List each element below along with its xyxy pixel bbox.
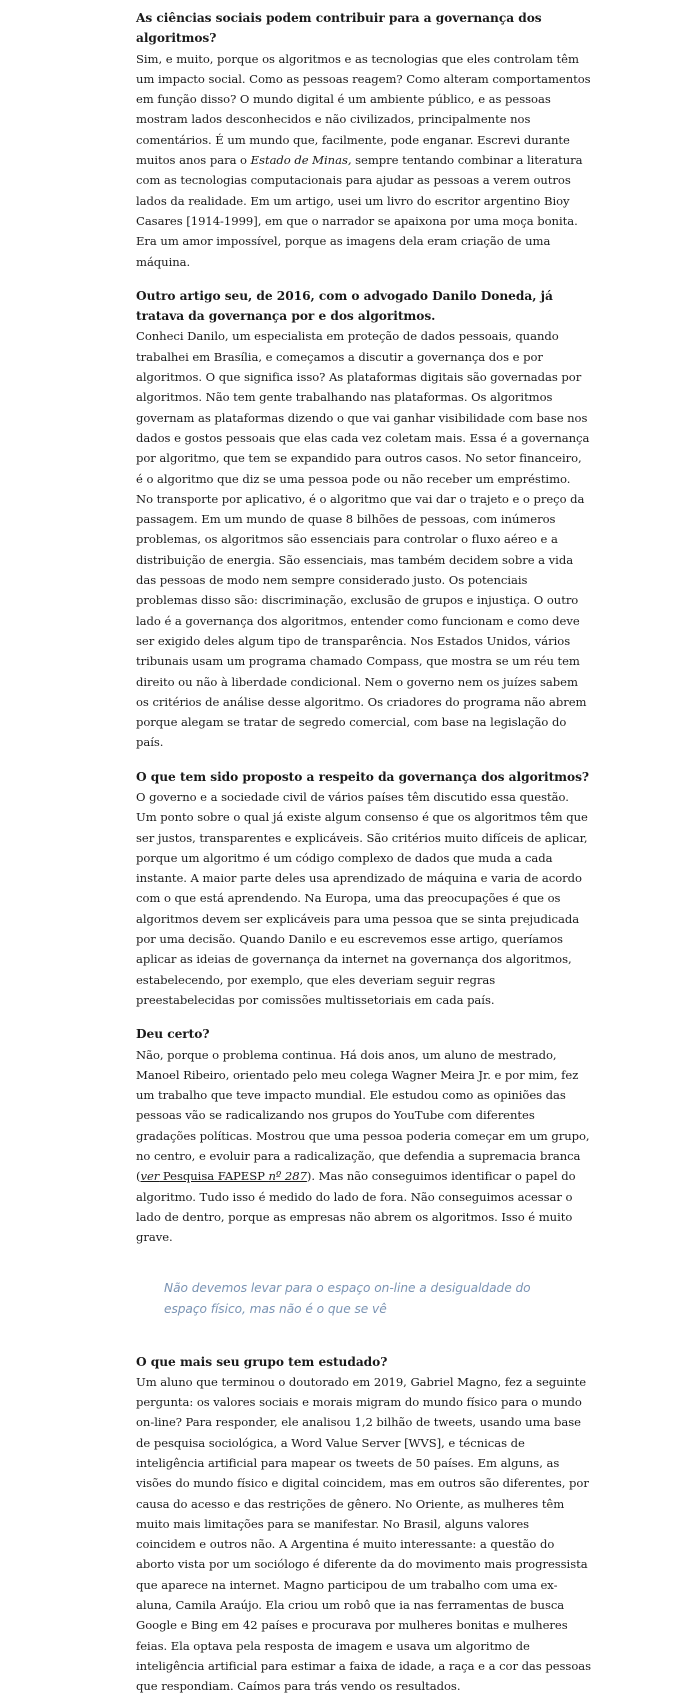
answer-text: sempre tentando combinar a literatura com as tecnologias computacionais para ajudar as pessoas a verem outros lados da realidade. Em um artigo, usei um livro do escritor argentino Bioy Casares [1914-1999], em que o narrador se apaixona por uma moça bonita. Era um amor impossível, porque as imagens dela eram criação de uma máquina. (136, 153, 583, 269)
link-magazine: Pesquisa FAPESP (159, 1169, 269, 1184)
interview-question: O que tem sido proposto a respeito da governança dos algoritmos? (136, 769, 590, 784)
qa-section (136, 286, 591, 753)
qa-section (136, 767, 591, 1011)
newspaper-title: Estado de Minas, (250, 153, 352, 168)
interview-answer: Conheci Danilo, um especialista em proteção de dados pessoais, quando trabalhei em Brasília, e começamos a discutir a governança dos e por algoritmos. O que significa isso? As plataformas digitais são governadas por algoritmos. Não tem gente trabalhando nas plataformas. Os algoritmos governam as plataformas dizendo o que vai ganhar visibilidade com base nos dados e gostos pessoais que elas cada vez coletam mais. Essa é a governança por algoritmo, que tem se expandido para outros casos. No setor financeiro, é o algoritmo que diz se uma pessoa pode ou não receber um empréstimo. No transporte por aplicativo, é o algoritmo que vai dar o trajeto e o preço da passagem. Em um mundo de quase 8 bilhões de pessoas, com inúmeros problemas, os algoritmos são essenciais para controlar o fluxo aéreo e a distribuição de energia. São essenciais, mas também decidem sobre a vida das pessoas de modo nem sempre considerado justo. Os potenciais problemas disso são: discriminação, exclusão de grupos e injustiça. O outro lado é a governança dos algoritmos, entender como funcionam e como deve ser exigido deles algum tipo de transparência. Nos Estados Unidos, vários tribunais usam um programa chamado Compass, que mostra se um réu tem direito ou não à liberdade condicional. Nem o governo nem os juízes sabem os critérios de análise desse algoritmo. Os criadores do programa não abrem porque alegam se tratar de segredo comercial, com base na legislação do país. (136, 329, 590, 750)
qa-section (136, 8, 591, 272)
qa-section (136, 1024, 591, 1247)
pesquisa-fapesp-link[interactable] (140, 1169, 306, 1183)
qa-section (136, 1352, 591, 1697)
interview-answer (136, 49, 591, 272)
answer-text: ). Mas não conseguimos identificar o papel do algoritmo. Tudo isso é medido do lado de fora. Não conseguimos acessar o lado de dentro, porque as empresas não abrem os algoritmos. Isso é muito grave. (136, 1169, 576, 1245)
link-ver: ver (140, 1169, 160, 1184)
interview-question: As ciências sociais podem contribuir para a governança dos algoritmos? (136, 11, 542, 46)
article-body (136, 8, 591, 1697)
interview-question: O que mais seu grupo tem estudado? (136, 1354, 388, 1369)
answer-text: Não, porque o problema continua. Há dois anos, um aluno de mestrado, Manoel Ribeiro, orientado pelo meu colega Wagner Meira Jr. e por mim, fez um trabalho que teve impacto mundial. Ele estudou como as opiniões das pessoas vão se radicalizando nos grupos do YouTube com diferentes gradações políticas. Mostrou que uma pessoa poderia começar em um grupo, no centro, e evoluir para a radicalização, que defendia a supremacia branca ( (136, 1047, 590, 1184)
interview-answer: Um aluno que terminou o doutorado em 2019, Gabriel Magno, fez a seguinte pergunta: os valores sociais e morais migram do mundo físico para o mundo on-line? Para responder, ele analisou 1,2 bilhão de tweets, usando uma base de pesquisa sociológica, a Word Value Server [WVS], e técnicas de inteligência artificial para mapear os tweets de 50 países. Em alguns, as visões do mundo físico e digital coincidem, mas em outros são diferentes, por causa do acesso e das restrições de gênero. No Oriente, as mulheres têm muito mais limitações para se manifestar. No Brasil, alguns valores coincidem e outros não. A Argentina é muito interessante: a questão do aborto vista por um sociólogo é diferente da do movimento mais progressista que aparece na internet. Magno participou de um trabalho com uma ex-aluna, Camila Araújo. Ela criou um robô que ia nas ferramentas de busca Google e Bing em 42 países e procurava por mulheres bonitas e mulheres feias. Ela optava pela resposta de imagem e usava um algoritmo de inteligência artificial para estimar a faixa de idade, a raça e a cor das pessoas que respondiam. Caímos para trás vendo os resultados. (136, 1374, 592, 1694)
interview-question: Deu certo? (136, 1027, 210, 1042)
interview-question: Outro artigo seu, de 2016, com o advogado Danilo Doneda, já tratava da governança por e dos algoritmos. (136, 288, 553, 324)
link-issue: nº 287 (268, 1169, 307, 1184)
interview-answer (136, 1045, 591, 1248)
pull-quote: Não devemos levar para o espaço on-line a desigualdade do espaço físico, mas não é o que se vê (164, 1280, 531, 1316)
interview-answer: O governo e a sociedade civil de vários países têm discutido essa questão. Um ponto sobre o qual já existe algum consenso é que os algoritmos têm que ser justos, transparentes e explicáveis. São critérios muito difíceis de aplicar, porque um algoritmo é um código complexo de dados que muda a cada instante. A maior parte deles usa aprendizado de máquina e varia de acordo com o que está aprendendo. Na Europa, uma das preocupações é que os algoritmos devem ser explicáveis para uma pessoa que se sinta prejudicada por uma decisão. Quando Danilo e eu escrevemos esse artigo, queríamos aplicar as ideias de governança da internet na governança dos algoritmos, estabelecendo, por exemplo, que eles deveriam seguir regras preestabelecidas por comissões multissetoriais em cada país. (136, 789, 588, 1007)
answer-text: Sim, e muito, porque os algoritmos e as tecnologias que eles controlam têm um impacto social. Como as pessoas reagem? Como alteram comportamentos em função disso? O mundo digital é um ambiente público, e as pessoas mostram lados desconhecidos e não civilizados, principalmente nos comentários. É um mundo que, facilmente, pode enganar. Escrevi durante muitos anos para o (136, 51, 591, 168)
